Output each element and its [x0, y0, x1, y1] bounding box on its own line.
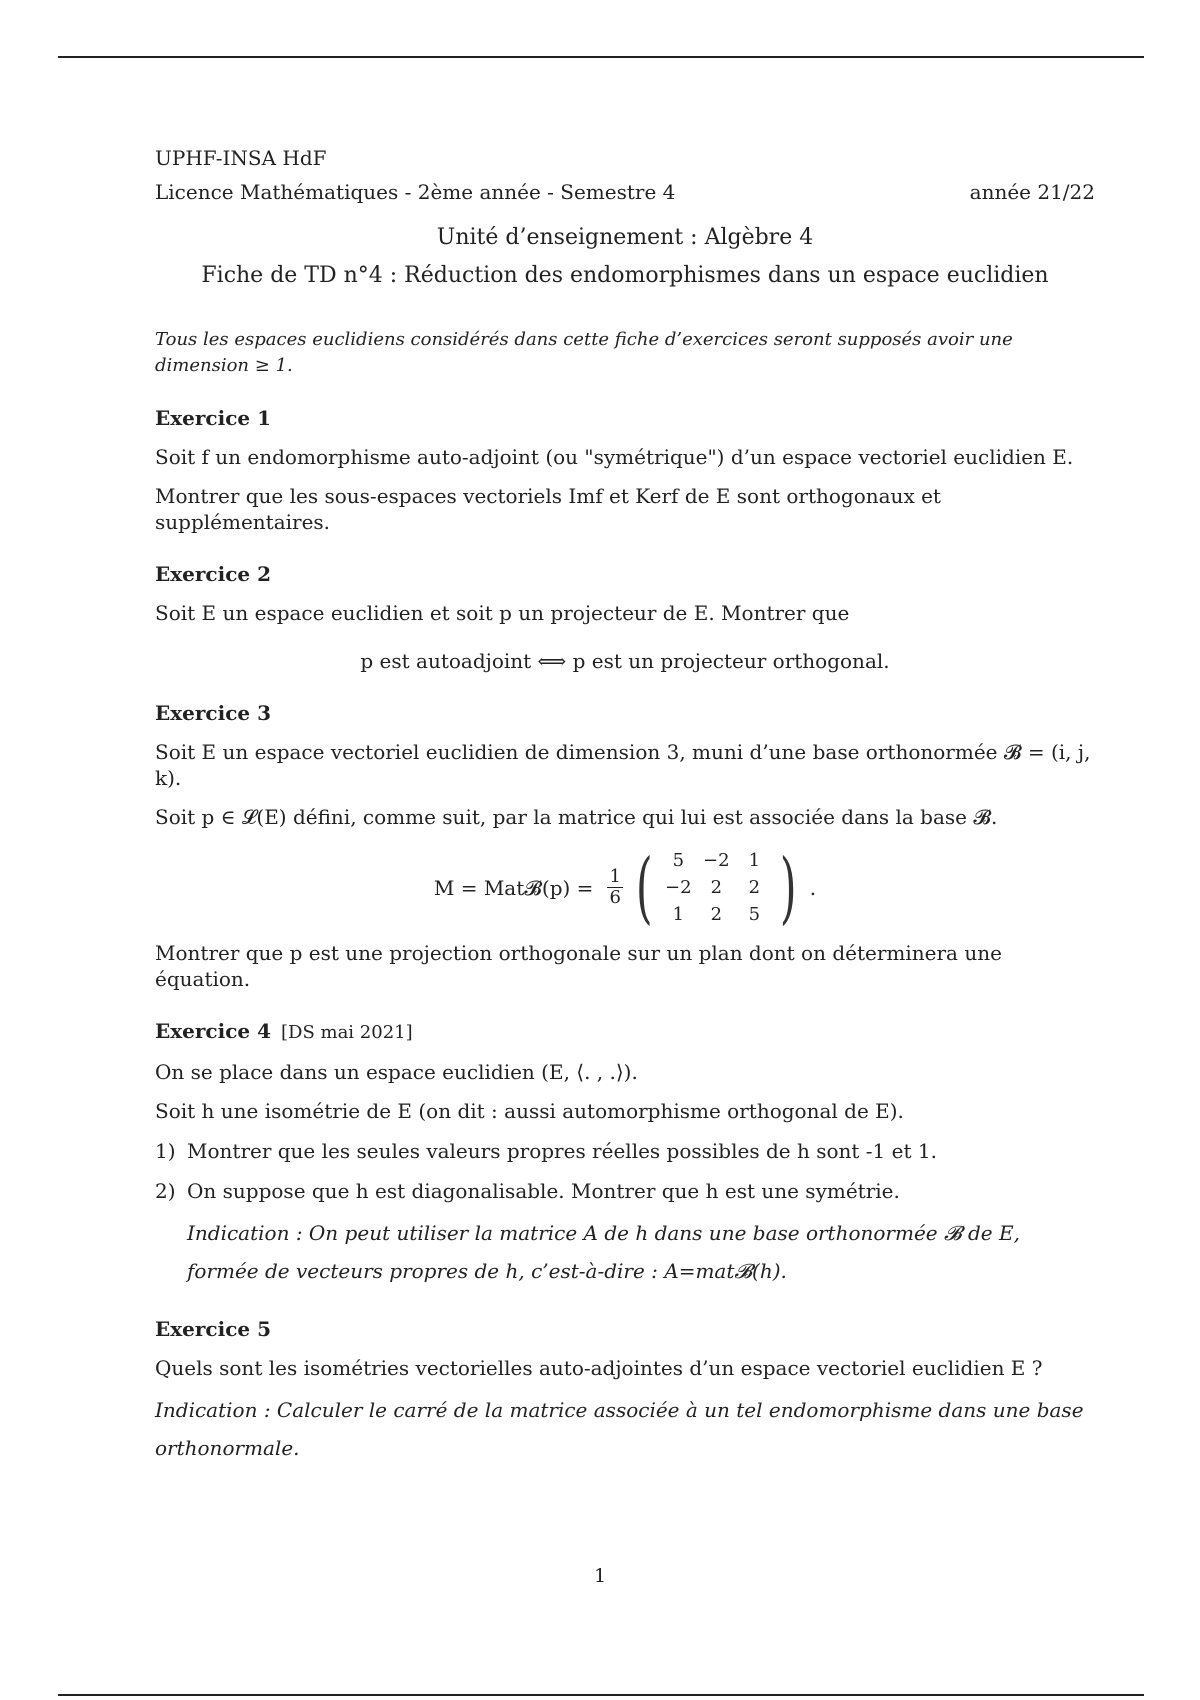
sheet-title: Fiche de TD n°4 : Réduction des endomorphismes dans un espace euclidien [201, 263, 1049, 288]
page-number: 1 [593, 1565, 607, 1587]
matrix-cell: 2 [748, 877, 761, 898]
exercise-4-question-2 [155, 1178, 1095, 1204]
academic-year: année 21/22 [969, 180, 1095, 204]
matrix-label: M = Mat𝓑(p) = [433, 875, 594, 900]
intro-note: Tous les espaces euclidiens considérés dans cette fiche d’exercices seront supposés avoir une dimension ≥ 1. [155, 329, 1013, 376]
fraction-denominator: 6 [609, 887, 621, 908]
exercise-3-line-3: Montrer que p est une projection orthogonale sur un plan dont on déterminera une équation. [155, 941, 1002, 991]
exercise-5-title: Exercice 5 [155, 1317, 271, 1341]
unit-title: Unité d’enseignement : Algèbre 4 [436, 225, 814, 250]
matrix-equation [155, 842, 1095, 933]
matrix-period: . [809, 875, 817, 900]
exercise-4-label: Exercice 4 [155, 1019, 271, 1043]
exercise-3-line-2: Soit p ∈ 𝓛(E) défini, comme suit, par la matrice qui lui est associée dans la base 𝓑. [155, 805, 998, 829]
exercise-1-line-1: Soit f un endomorphisme auto-adjoint (ou "symétrique") d’un espace vectoriel euclidien E. [155, 445, 1074, 469]
institution: UPHF-INSA HdF [155, 146, 327, 170]
program-row [155, 179, 1095, 205]
exercise-1-title: Exercice 1 [155, 406, 271, 430]
exercise-4-line-1: On se place dans un espace euclidien (E, ⟨. , .⟩). [155, 1060, 638, 1084]
fraction-numerator: 1 [609, 866, 621, 887]
question-text: Montrer que les seules valeurs propres réelles possibles de h sont -1 et 1. [187, 1139, 937, 1163]
exercise-1-line-2: Montrer que les sous-espaces vectoriels Imf et Kerf de E sont orthogonaux et supplémentaires. [155, 484, 941, 534]
exercise-2-equivalence: p est autoadjoint ⟺ p est un projecteur orthogonal. [360, 649, 890, 673]
exercise-3-line-1: Soit E un espace vectoriel euclidien de dimension 3, muni d’une base orthonormée 𝓑 = (i, j, k). [155, 740, 1091, 790]
exercise-3-title: Exercice 3 [155, 701, 271, 725]
matrix-cell: 2 [710, 904, 723, 925]
question-number: 1) [155, 1139, 176, 1163]
exercise-4-line-2: Soit h une isométrie de E (on dit : aussi automorphisme orthogonal de E). [155, 1099, 904, 1123]
bottom-rule [58, 1694, 1144, 1696]
exercise-2-title: Exercice 2 [155, 562, 271, 586]
matrix-cell: 2 [710, 877, 723, 898]
matrix-cell: 1 [672, 904, 685, 925]
matrix-cell: 1 [748, 850, 761, 871]
matrix-fraction [607, 867, 622, 908]
question-text: On suppose que h est diagonalisable. Montrer que h est une symétrie. [187, 1179, 900, 1203]
exercise-5-line-1: Quels sont les isométries vectorielles auto-adjointes d’un espace vectoriel euclidien E ? [155, 1356, 1043, 1380]
exercise-4-hint: Indication : On peut utiliser la matrice A de h dans une base orthonormée 𝓑 de E, formée de vecteurs propres de h, c’est-à-dire : A=mat𝓑(h). [187, 1221, 1020, 1283]
exercise-2-line-1: Soit E un espace euclidien et soit p un projecteur de E. Montrer que [155, 601, 850, 625]
document-body [155, 145, 1095, 1467]
matrix-cell: −2 [665, 877, 692, 898]
matrix-cell: 5 [748, 904, 761, 925]
exercise-5-hint: Indication : Calculer le carré de la matrice associée à un tel endomorphisme dans une base orthonormale. [155, 1398, 1084, 1460]
top-rule [58, 56, 1144, 58]
program: Licence Mathématiques - 2ème année - Semestre 4 [155, 180, 676, 204]
left-paren: ( [635, 842, 653, 933]
matrix-cell: 5 [672, 850, 685, 871]
exercise-4-question-1 [155, 1138, 1095, 1164]
matrix-cell: −2 [703, 850, 730, 871]
exercise-4-title [155, 1018, 1095, 1046]
question-number: 2) [155, 1179, 176, 1203]
right-paren: ) [780, 842, 797, 933]
matrix-grid [659, 848, 773, 927]
exercise-4-tag: [DS mai 2021] [281, 1022, 413, 1043]
